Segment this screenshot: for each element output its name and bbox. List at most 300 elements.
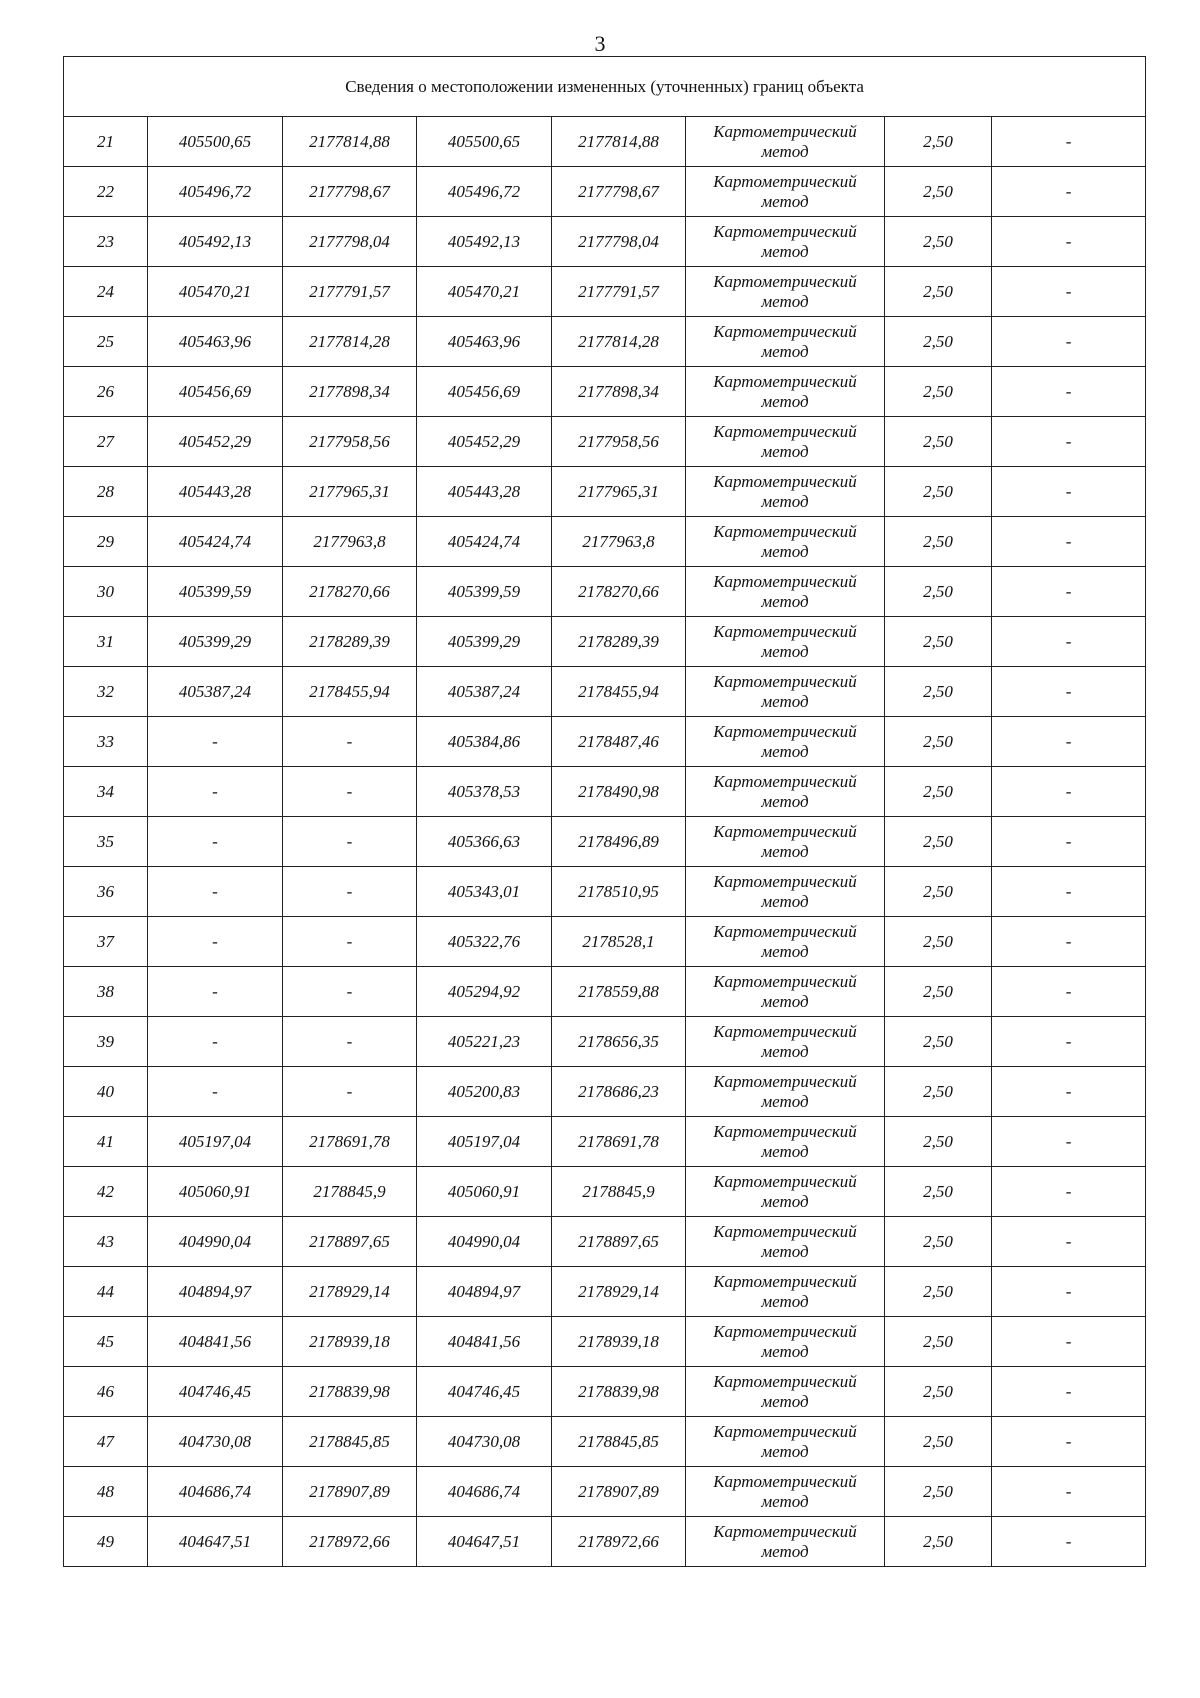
table-row <box>64 517 1146 567</box>
method-line-1: Картометрический <box>713 1471 857 1491</box>
y-old-cell: 2178897,65 <box>283 1217 417 1267</box>
accuracy-cell: 2,50 <box>885 517 992 567</box>
point-number-cell: 24 <box>64 267 148 317</box>
point-number-cell: 31 <box>64 617 148 667</box>
y-new-cell: 2178559,88 <box>552 967 686 1017</box>
y-old-cell: 2178839,98 <box>283 1367 417 1417</box>
x-new-cell: 405492,13 <box>417 217 552 267</box>
table-row <box>64 967 1146 1017</box>
x-old-cell: 405060,91 <box>148 1167 283 1217</box>
y-old-cell: - <box>283 967 417 1017</box>
method-cell <box>686 467 885 517</box>
note-cell: - <box>992 367 1146 417</box>
point-number-cell: 32 <box>64 667 148 717</box>
table-row <box>64 1067 1146 1117</box>
x-old-cell: 404730,08 <box>148 1417 283 1467</box>
accuracy-cell: 2,50 <box>885 717 992 767</box>
method-line-2: метод <box>761 391 809 411</box>
point-number-cell: 23 <box>64 217 148 267</box>
table-row <box>64 1217 1146 1267</box>
point-number-cell: 49 <box>64 1517 148 1567</box>
y-new-cell: 2178686,23 <box>552 1067 686 1117</box>
table-row <box>64 267 1146 317</box>
method-cell <box>686 617 885 667</box>
x-old-cell: - <box>148 1067 283 1117</box>
x-old-cell: 405424,74 <box>148 517 283 567</box>
accuracy-cell: 2,50 <box>885 1517 992 1567</box>
y-new-cell: 2178490,98 <box>552 767 686 817</box>
point-number-cell: 35 <box>64 817 148 867</box>
y-old-cell: 2178845,85 <box>283 1417 417 1467</box>
method-line-1: Картометрический <box>713 671 857 691</box>
point-number-cell: 34 <box>64 767 148 817</box>
point-number-cell: 36 <box>64 867 148 917</box>
table-row <box>64 817 1146 867</box>
method-line-1: Картометрический <box>713 1071 857 1091</box>
y-new-cell: 2177791,57 <box>552 267 686 317</box>
table-row <box>64 567 1146 617</box>
note-cell: - <box>992 967 1146 1017</box>
x-new-cell: 405424,74 <box>417 517 552 567</box>
method-line-2: метод <box>761 1241 809 1261</box>
y-new-cell: 2178907,89 <box>552 1467 686 1517</box>
accuracy-cell: 2,50 <box>885 617 992 667</box>
note-cell: - <box>992 1517 1146 1567</box>
y-new-cell: 2178839,98 <box>552 1367 686 1417</box>
boundary-coordinates-table <box>63 56 1146 1567</box>
accuracy-cell: 2,50 <box>885 667 992 717</box>
y-new-cell: 2177814,88 <box>552 117 686 167</box>
method-line-1: Картометрический <box>713 1521 857 1541</box>
method-line-1: Картометрический <box>713 621 857 641</box>
note-cell: - <box>992 1367 1146 1417</box>
y-new-cell: 2177898,34 <box>552 367 686 417</box>
x-new-cell: 405470,21 <box>417 267 552 317</box>
point-number-cell: 48 <box>64 1467 148 1517</box>
method-line-2: метод <box>761 291 809 311</box>
method-line-2: метод <box>761 191 809 211</box>
method-line-2: метод <box>761 1341 809 1361</box>
y-new-cell: 2178528,1 <box>552 917 686 967</box>
point-number-cell: 28 <box>64 467 148 517</box>
y-old-cell: 2177798,67 <box>283 167 417 217</box>
method-line-2: метод <box>761 791 809 811</box>
note-cell: - <box>992 817 1146 867</box>
x-old-cell: 404746,45 <box>148 1367 283 1417</box>
method-cell <box>686 217 885 267</box>
point-number-cell: 37 <box>64 917 148 967</box>
accuracy-cell: 2,50 <box>885 1267 992 1317</box>
method-line-1: Картометрический <box>713 1171 857 1191</box>
method-line-2: метод <box>761 1391 809 1411</box>
accuracy-cell: 2,50 <box>885 167 992 217</box>
y-old-cell: - <box>283 767 417 817</box>
y-new-cell: 2177798,04 <box>552 217 686 267</box>
note-cell: - <box>992 1467 1146 1517</box>
y-new-cell: 2178270,66 <box>552 567 686 617</box>
point-number-cell: 43 <box>64 1217 148 1267</box>
y-old-cell: - <box>283 917 417 967</box>
y-old-cell: 2177965,31 <box>283 467 417 517</box>
method-line-1: Картометрический <box>713 371 857 391</box>
note-cell: - <box>992 467 1146 517</box>
accuracy-cell: 2,50 <box>885 1217 992 1267</box>
x-old-cell: - <box>148 817 283 867</box>
point-number-cell: 46 <box>64 1367 148 1417</box>
x-old-cell: 405456,69 <box>148 367 283 417</box>
x-old-cell: - <box>148 717 283 767</box>
x-new-cell: 405221,23 <box>417 1017 552 1067</box>
accuracy-cell: 2,50 <box>885 367 992 417</box>
accuracy-cell: 2,50 <box>885 467 992 517</box>
note-cell: - <box>992 1117 1146 1167</box>
y-new-cell: 2178510,95 <box>552 867 686 917</box>
method-line-1: Картометрический <box>713 471 857 491</box>
x-new-cell: 405378,53 <box>417 767 552 817</box>
method-line-1: Картометрический <box>713 121 857 141</box>
x-new-cell: 405387,24 <box>417 667 552 717</box>
point-number-cell: 40 <box>64 1067 148 1117</box>
point-number-cell: 47 <box>64 1417 148 1467</box>
y-new-cell: 2178939,18 <box>552 1317 686 1367</box>
note-cell: - <box>992 217 1146 267</box>
method-line-2: метод <box>761 991 809 1011</box>
y-old-cell: 2178289,39 <box>283 617 417 667</box>
note-cell: - <box>992 1167 1146 1217</box>
y-old-cell: 2178270,66 <box>283 567 417 617</box>
table-row <box>64 1167 1146 1217</box>
x-old-cell: - <box>148 917 283 967</box>
note-cell: - <box>992 517 1146 567</box>
method-cell <box>686 867 885 917</box>
x-old-cell: 404686,74 <box>148 1467 283 1517</box>
note-cell: - <box>992 267 1146 317</box>
x-new-cell: 404841,56 <box>417 1317 552 1367</box>
method-cell <box>686 1367 885 1417</box>
x-new-cell: 405399,29 <box>417 617 552 667</box>
method-cell <box>686 1217 885 1267</box>
method-cell <box>686 1017 885 1067</box>
point-number-cell: 22 <box>64 167 148 217</box>
x-old-cell: 404647,51 <box>148 1517 283 1567</box>
y-old-cell: 2178455,94 <box>283 667 417 717</box>
x-new-cell: 404686,74 <box>417 1467 552 1517</box>
y-old-cell: 2177814,28 <box>283 317 417 367</box>
y-new-cell: 2177798,67 <box>552 167 686 217</box>
table-title: Сведения о местоположении измененных (уточненных) границ объекта <box>64 57 1146 117</box>
accuracy-cell: 2,50 <box>885 917 992 967</box>
note-cell: - <box>992 867 1146 917</box>
x-old-cell: 405387,24 <box>148 667 283 717</box>
point-number-cell: 42 <box>64 1167 148 1217</box>
x-old-cell: - <box>148 767 283 817</box>
note-cell: - <box>992 1417 1146 1467</box>
accuracy-cell: 2,50 <box>885 1067 992 1117</box>
method-line-2: метод <box>761 1441 809 1461</box>
method-line-1: Картометрический <box>713 321 857 341</box>
y-new-cell: 2178897,65 <box>552 1217 686 1267</box>
y-old-cell: 2178972,66 <box>283 1517 417 1567</box>
x-old-cell: 405463,96 <box>148 317 283 367</box>
accuracy-cell: 2,50 <box>885 817 992 867</box>
method-line-2: метод <box>761 941 809 961</box>
method-cell <box>686 517 885 567</box>
method-line-2: метод <box>761 1191 809 1211</box>
x-new-cell: 405496,72 <box>417 167 552 217</box>
method-line-1: Картометрический <box>713 1421 857 1441</box>
table-row <box>64 1517 1146 1567</box>
point-number-cell: 38 <box>64 967 148 1017</box>
note-cell: - <box>992 767 1146 817</box>
accuracy-cell: 2,50 <box>885 1467 992 1517</box>
x-old-cell: 405399,59 <box>148 567 283 617</box>
table-row <box>64 1267 1146 1317</box>
table-row <box>64 117 1146 167</box>
table-row <box>64 867 1146 917</box>
accuracy-cell: 2,50 <box>885 1167 992 1217</box>
y-old-cell: - <box>283 1017 417 1067</box>
point-number-cell: 33 <box>64 717 148 767</box>
table-row <box>64 767 1146 817</box>
method-line-2: метод <box>761 841 809 861</box>
x-old-cell: 405492,13 <box>148 217 283 267</box>
method-line-2: метод <box>761 741 809 761</box>
y-old-cell: 2177814,88 <box>283 117 417 167</box>
point-number-cell: 44 <box>64 1267 148 1317</box>
x-new-cell: 405060,91 <box>417 1167 552 1217</box>
x-old-cell: 405399,29 <box>148 617 283 667</box>
method-line-2: метод <box>761 1091 809 1111</box>
point-number-cell: 26 <box>64 367 148 417</box>
note-cell: - <box>992 667 1146 717</box>
method-line-1: Картометрический <box>713 721 857 741</box>
y-old-cell: 2178939,18 <box>283 1317 417 1367</box>
note-cell: - <box>992 567 1146 617</box>
x-old-cell: - <box>148 1017 283 1067</box>
x-new-cell: 405384,86 <box>417 717 552 767</box>
method-cell <box>686 117 885 167</box>
x-old-cell: 404841,56 <box>148 1317 283 1367</box>
point-number-cell: 30 <box>64 567 148 617</box>
table-row <box>64 1117 1146 1167</box>
note-cell: - <box>992 1017 1146 1067</box>
y-old-cell: 2177791,57 <box>283 267 417 317</box>
method-line-1: Картометрический <box>713 1321 857 1341</box>
note-cell: - <box>992 917 1146 967</box>
y-new-cell: 2177814,28 <box>552 317 686 367</box>
y-old-cell: 2177798,04 <box>283 217 417 267</box>
point-number-cell: 27 <box>64 417 148 467</box>
table-row <box>64 417 1146 467</box>
y-old-cell: - <box>283 717 417 767</box>
y-new-cell: 2178455,94 <box>552 667 686 717</box>
x-new-cell: 405443,28 <box>417 467 552 517</box>
accuracy-cell: 2,50 <box>885 317 992 367</box>
x-new-cell: 404730,08 <box>417 1417 552 1467</box>
table-row <box>64 1417 1146 1467</box>
method-cell <box>686 917 885 967</box>
x-old-cell: 405443,28 <box>148 467 283 517</box>
note-cell: - <box>992 617 1146 667</box>
y-old-cell: 2177898,34 <box>283 367 417 417</box>
page-number: 3 <box>594 31 606 56</box>
method-line-1: Картометрический <box>713 821 857 841</box>
accuracy-cell: 2,50 <box>885 217 992 267</box>
y-old-cell: - <box>283 817 417 867</box>
y-old-cell: - <box>283 867 417 917</box>
note-cell: - <box>992 1317 1146 1367</box>
x-old-cell: 405470,21 <box>148 267 283 317</box>
y-new-cell: 2178487,46 <box>552 717 686 767</box>
method-cell <box>686 567 885 617</box>
accuracy-cell: 2,50 <box>885 867 992 917</box>
y-new-cell: 2177965,31 <box>552 467 686 517</box>
note-cell: - <box>992 117 1146 167</box>
method-line-1: Картометрический <box>713 171 857 191</box>
accuracy-cell: 2,50 <box>885 417 992 467</box>
method-line-2: метод <box>761 1541 809 1561</box>
method-cell <box>686 267 885 317</box>
accuracy-cell: 2,50 <box>885 967 992 1017</box>
accuracy-cell: 2,50 <box>885 767 992 817</box>
method-line-1: Картометрический <box>713 421 857 441</box>
method-line-2: метод <box>761 441 809 461</box>
table-row <box>64 1367 1146 1417</box>
table-row <box>64 917 1146 967</box>
method-line-1: Картометрический <box>713 1021 857 1041</box>
point-number-cell: 39 <box>64 1017 148 1067</box>
method-line-1: Картометрический <box>713 571 857 591</box>
method-cell <box>686 967 885 1017</box>
table-row <box>64 367 1146 417</box>
note-cell: - <box>992 317 1146 367</box>
method-line-2: метод <box>761 591 809 611</box>
accuracy-cell: 2,50 <box>885 1317 992 1367</box>
y-new-cell: 2178656,35 <box>552 1017 686 1067</box>
x-old-cell: 405452,29 <box>148 417 283 467</box>
method-line-1: Картометрический <box>713 1271 857 1291</box>
y-new-cell: 2178929,14 <box>552 1267 686 1317</box>
method-line-2: метод <box>761 691 809 711</box>
method-line-2: метод <box>761 1491 809 1511</box>
y-old-cell: 2178845,9 <box>283 1167 417 1217</box>
y-new-cell: 2178289,39 <box>552 617 686 667</box>
method-line-1: Картометрический <box>713 871 857 891</box>
method-line-1: Картометрический <box>713 1221 857 1241</box>
accuracy-cell: 2,50 <box>885 267 992 317</box>
x-new-cell: 404894,97 <box>417 1267 552 1317</box>
method-line-1: Картометрический <box>713 221 857 241</box>
x-new-cell: 404647,51 <box>417 1517 552 1567</box>
y-new-cell: 2178691,78 <box>552 1117 686 1167</box>
table-row <box>64 1317 1146 1367</box>
method-line-2: метод <box>761 141 809 161</box>
method-cell <box>686 1167 885 1217</box>
method-line-1: Картометрический <box>713 921 857 941</box>
y-old-cell: 2177958,56 <box>283 417 417 467</box>
method-line-1: Картометрический <box>713 271 857 291</box>
accuracy-cell: 2,50 <box>885 1017 992 1067</box>
x-new-cell: 405463,96 <box>417 317 552 367</box>
y-old-cell: - <box>283 1067 417 1117</box>
x-new-cell: 405452,29 <box>417 417 552 467</box>
note-cell: - <box>992 1267 1146 1317</box>
note-cell: - <box>992 1067 1146 1117</box>
table-row <box>64 667 1146 717</box>
x-old-cell: 404990,04 <box>148 1217 283 1267</box>
method-line-2: метод <box>761 641 809 661</box>
note-cell: - <box>992 417 1146 467</box>
method-cell <box>686 317 885 367</box>
method-cell <box>686 1317 885 1367</box>
y-new-cell: 2177958,56 <box>552 417 686 467</box>
method-cell <box>686 1517 885 1567</box>
method-cell <box>686 717 885 767</box>
method-line-2: метод <box>761 491 809 511</box>
method-cell <box>686 667 885 717</box>
x-new-cell: 404746,45 <box>417 1367 552 1417</box>
x-old-cell: - <box>148 967 283 1017</box>
x-new-cell: 405366,63 <box>417 817 552 867</box>
table-title-row <box>64 57 1146 117</box>
table-row <box>64 317 1146 367</box>
y-old-cell: 2178929,14 <box>283 1267 417 1317</box>
y-old-cell: 2177963,8 <box>283 517 417 567</box>
table-row <box>64 217 1146 267</box>
accuracy-cell: 2,50 <box>885 567 992 617</box>
y-new-cell: 2178972,66 <box>552 1517 686 1567</box>
accuracy-cell: 2,50 <box>885 1367 992 1417</box>
method-cell <box>686 367 885 417</box>
y-new-cell: 2177963,8 <box>552 517 686 567</box>
table-row <box>64 1467 1146 1517</box>
method-line-1: Картометрический <box>713 771 857 791</box>
x-new-cell: 405343,01 <box>417 867 552 917</box>
table-row <box>64 617 1146 667</box>
method-cell <box>686 1067 885 1117</box>
accuracy-cell: 2,50 <box>885 117 992 167</box>
table-row <box>64 717 1146 767</box>
x-new-cell: 405456,69 <box>417 367 552 417</box>
note-cell: - <box>992 1217 1146 1267</box>
x-new-cell: 405197,04 <box>417 1117 552 1167</box>
method-line-2: метод <box>761 891 809 911</box>
method-line-2: метод <box>761 241 809 261</box>
x-old-cell: 404894,97 <box>148 1267 283 1317</box>
x-old-cell: - <box>148 867 283 917</box>
method-line-1: Картометрический <box>713 971 857 991</box>
method-cell <box>686 1267 885 1317</box>
x-new-cell: 404990,04 <box>417 1217 552 1267</box>
method-line-2: метод <box>761 1141 809 1161</box>
method-cell <box>686 767 885 817</box>
x-old-cell: 405500,65 <box>148 117 283 167</box>
note-cell: - <box>992 717 1146 767</box>
x-old-cell: 405197,04 <box>148 1117 283 1167</box>
x-old-cell: 405496,72 <box>148 167 283 217</box>
point-number-cell: 41 <box>64 1117 148 1167</box>
method-line-1: Картометрический <box>713 1371 857 1391</box>
table-row <box>64 167 1146 217</box>
note-cell: - <box>992 167 1146 217</box>
y-old-cell: 2178907,89 <box>283 1467 417 1517</box>
method-line-1: Картометрический <box>713 521 857 541</box>
point-number-cell: 21 <box>64 117 148 167</box>
table-row <box>64 1017 1146 1067</box>
method-line-2: метод <box>761 341 809 361</box>
method-cell <box>686 167 885 217</box>
x-new-cell: 405500,65 <box>417 117 552 167</box>
